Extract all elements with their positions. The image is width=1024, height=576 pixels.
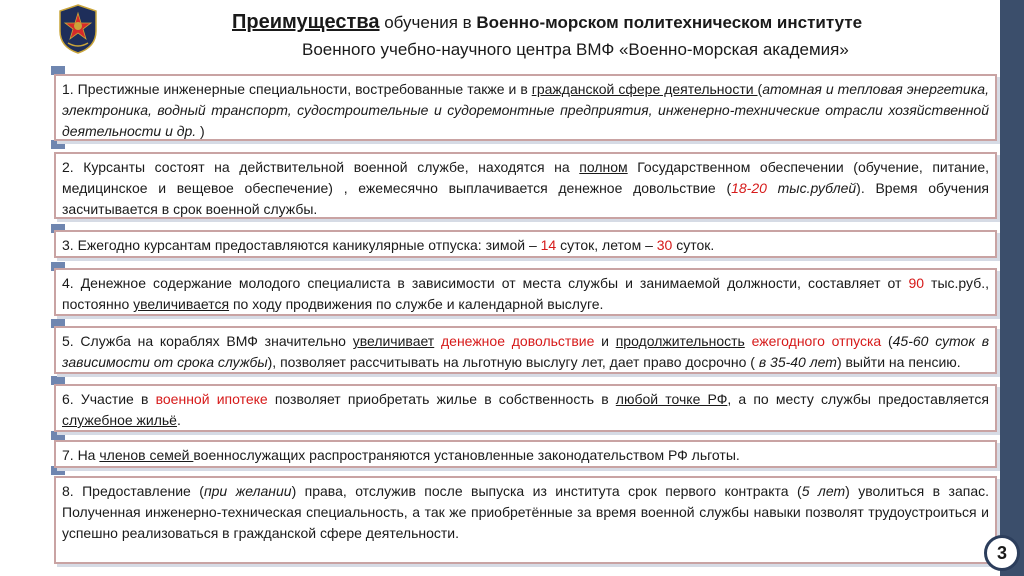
advantage-item-2: 2. Курсанты состоят на действительной военной службе, находятся на полном Государственном обеспечении (обучение, питание, медицинское и вещевое обеспечение) , ежемесячно выплачивается денежное довольствие (18-20 тыс.рублей). Время обучения засчитывается в срок военной службы. (54, 152, 997, 219)
page-title (232, 10, 932, 35)
advantage-item-8: 8. Предоставление (при желании) права, отслужив после выпуска из института срок первого контракта (5 лет) уволиться в запас. Полученная инженерно-техническая специальность, а так же приобретённые за время военной службы навыки позволят трудоустроиться и успешно реализоваться в гражданской сфере деятельности. (54, 476, 997, 564)
page-subtitle: Военного учебно-научного центра ВМФ «Военно-морская академия» (302, 40, 849, 59)
advantage-item-7: 7. На членов семей военнослужащих распространяются установленные законодательством РФ льготы. (54, 440, 997, 468)
advantage-item-1: 1. Престижные инженерные специальности, востребованные также и в гражданской сфере деятельности (атомная и тепловая энергетика, электроника, водный транспорт, судостроительные и судоремонтные предприятия, инженерно-технические отрасли хозяйственной деятельности и др. ) (54, 74, 997, 141)
left-decor-stripe (51, 431, 65, 440)
emblem-logo (56, 3, 100, 55)
title-middle: обучения в (379, 13, 477, 32)
title-institute: Военно-морском политехническом институте (476, 13, 863, 32)
title-highlight: Преимущества (232, 11, 380, 33)
advantage-item-6: 6. Участие в военной ипотеке позволяет приобретать жилье в собственность в любой точке РФ, а по месту службы предоставляется служебное жильё. (54, 384, 997, 432)
page-number-badge: 3 (984, 535, 1020, 571)
advantage-item-3: 3. Ежегодно курсантам предоставляются каникулярные отпуска: зимой – 14 суток, летом – 30 суток. (54, 230, 997, 258)
advantage-item-4: 4. Денежное содержание молодого специалиста в зависимости от места службы и занимаемой должности, составляет от 90 тыс.руб., постоянно увеличивается по ходу продвижения по службе и календарной выслуге. (54, 268, 997, 316)
advantage-item-5: 5. Служба на кораблях ВМФ значительно увеличивает денежное довольствие и продолжительность ежегодного отпуска (45-60 суток в зависимости от срока службы), позволяет рассчитывать на льготную выслугу лет, дает право досрочно ( в 35-40 лет) выйти на пенсию. (54, 326, 997, 374)
right-decor-strip (1000, 0, 1024, 576)
